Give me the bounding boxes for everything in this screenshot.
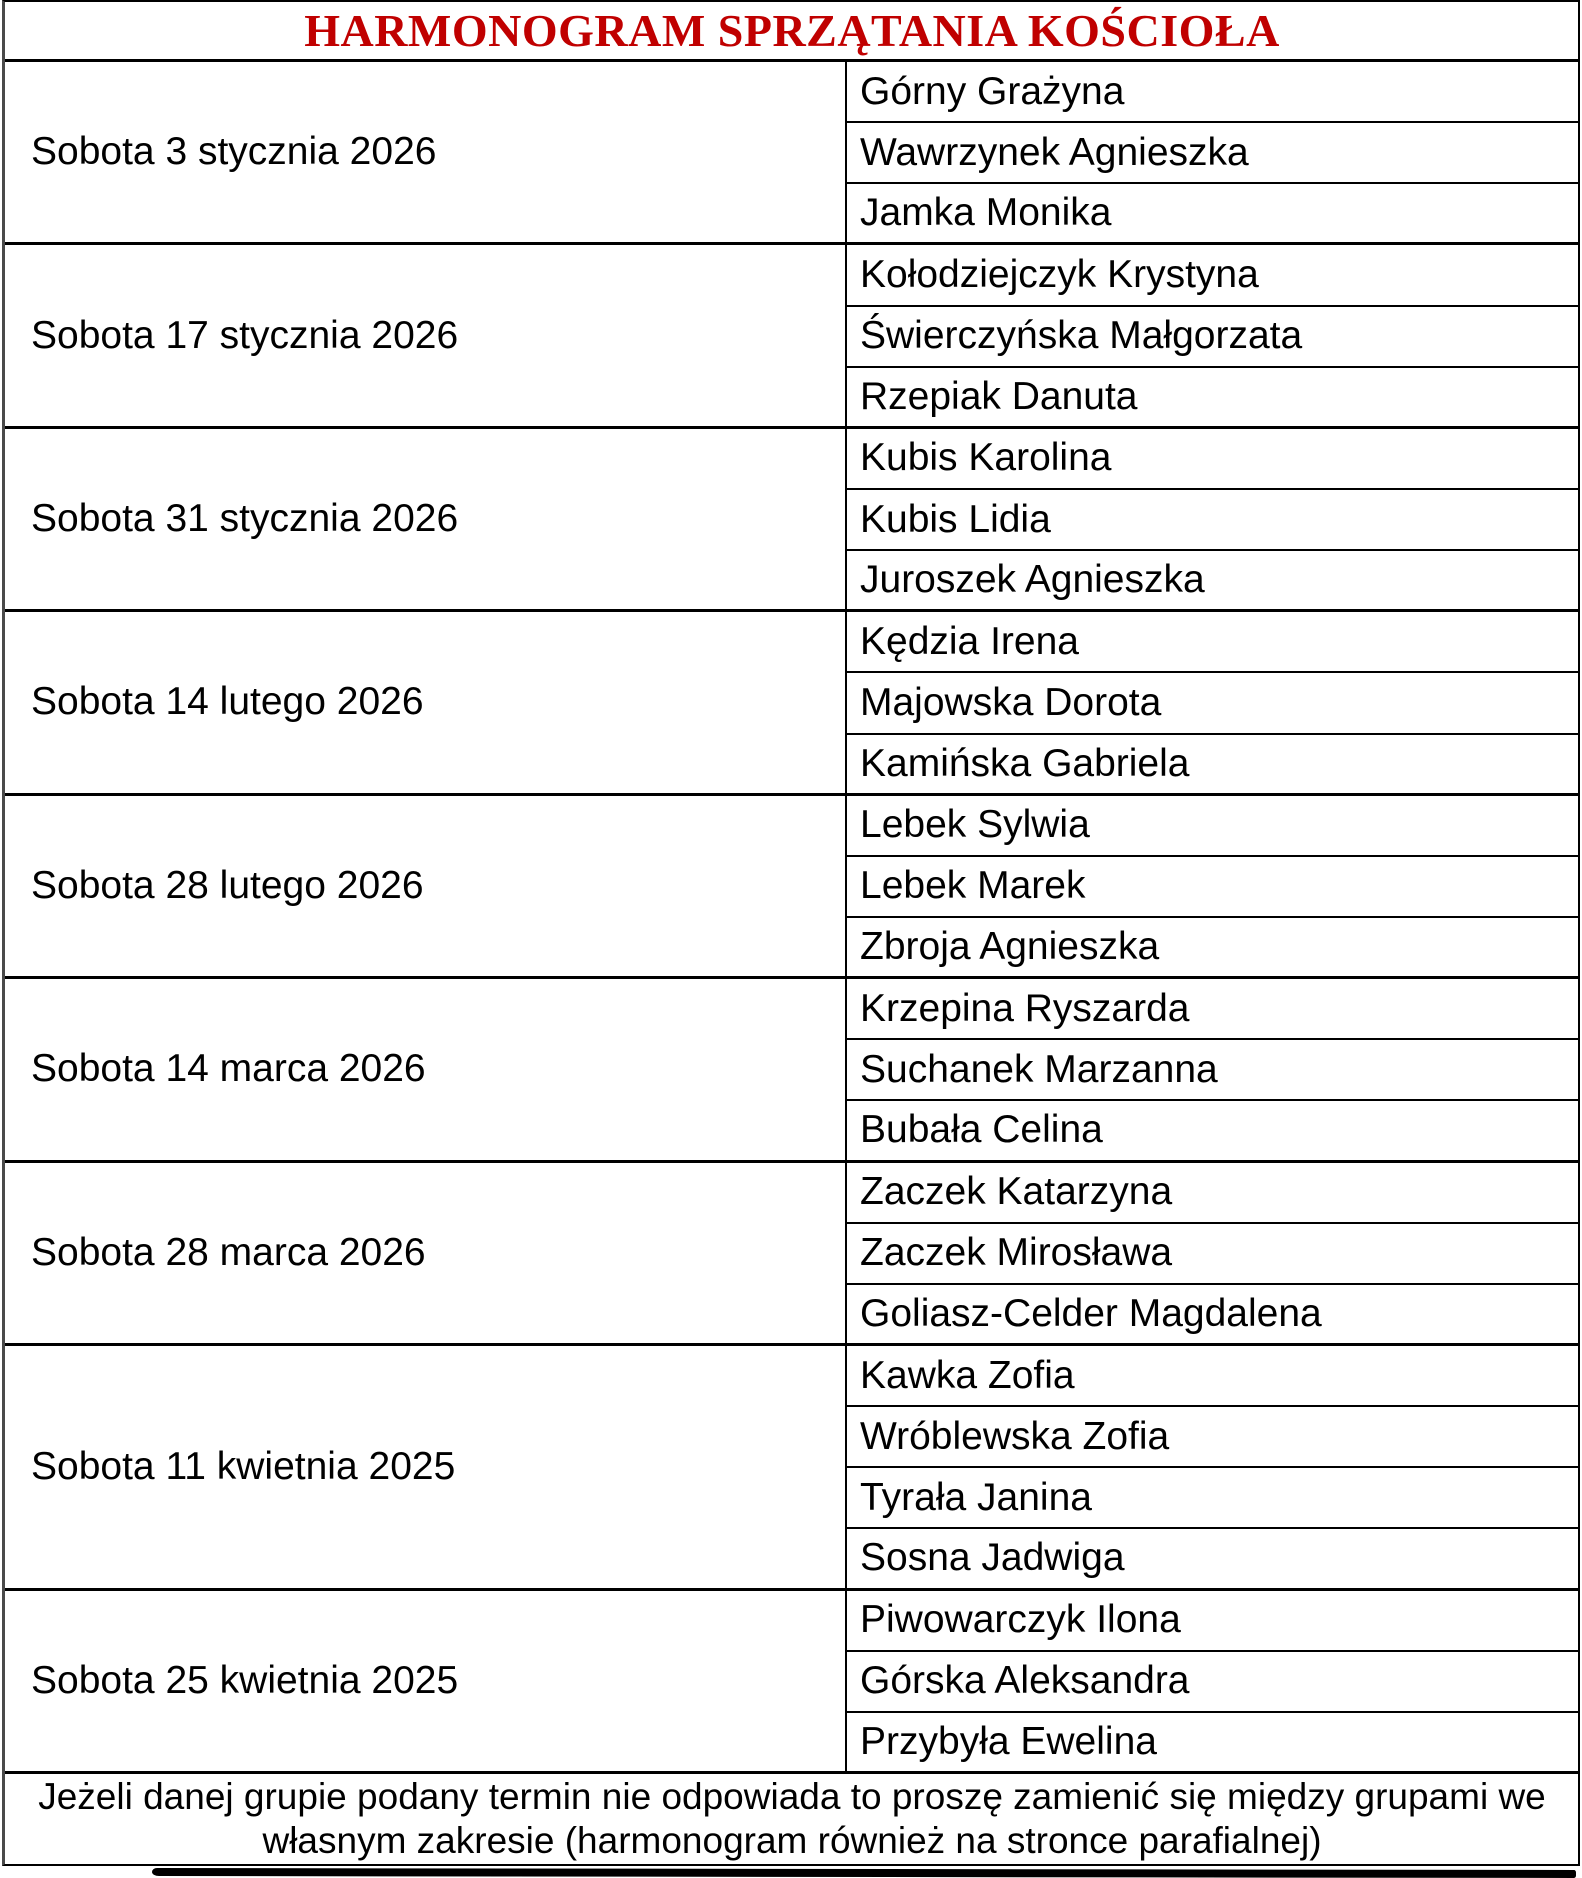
name-cell: Lebek Sylwia: [845, 796, 1579, 857]
date-cell: Sobota 14 lutego 2026: [5, 612, 845, 795]
name-cell: Kawka Zofia: [845, 1346, 1579, 1407]
name-cell: Zbroja Agnieszka: [845, 918, 1579, 979]
name-cell: Górska Aleksandra: [845, 1652, 1579, 1713]
name-cell: Zaczek Mirosława: [845, 1224, 1579, 1285]
footer-note: [5, 1774, 1579, 1864]
name-cell: Krzepina Ryszarda: [845, 979, 1579, 1040]
page-title: HARMONOGRAM SPRZĄTANIA KOŚCIOŁA: [304, 5, 1280, 56]
name-cell: Kołodziejczyk Krystyna: [845, 245, 1579, 306]
page-bottom-scan-artifact: [152, 1868, 1576, 1878]
name-cell: Kamińska Gabriela: [845, 735, 1579, 796]
table-title-row: [5, 2, 1579, 62]
name-cell: Przybyła Ewelina: [845, 1713, 1579, 1774]
name-cell: Wawrzynek Agnieszka: [845, 123, 1579, 184]
name-cell: Goliasz-Celder Magdalena: [845, 1285, 1579, 1346]
name-cell: Bubała Celina: [845, 1101, 1579, 1162]
name-cell: Jamka Monika: [845, 184, 1579, 245]
name-cell: Wróblewska Zofia: [845, 1407, 1579, 1468]
date-cell: Sobota 14 marca 2026: [5, 979, 845, 1162]
name-cell: Lebek Marek: [845, 857, 1579, 918]
name-cell: Świerczyńska Małgorzata: [845, 307, 1579, 368]
name-cell: Rzepiak Danuta: [845, 368, 1579, 429]
name-cell: Kubis Lidia: [845, 490, 1579, 551]
name-cell: Juroszek Agnieszka: [845, 551, 1579, 612]
footer-note-line-2: własnym zakresie (harmonogram również na stronce parafialnej): [262, 1819, 1322, 1861]
footer-note-line-1: Jeżeli danej grupie podany termin nie odpowiada to proszę zamienić się między grupami we: [38, 1775, 1546, 1817]
name-cell: Majowska Dorota: [845, 673, 1579, 734]
name-cell: Sosna Jadwiga: [845, 1529, 1579, 1590]
name-cell: Górny Grażyna: [845, 62, 1579, 123]
name-cell: Kędzia Irena: [845, 612, 1579, 673]
name-cell: Zaczek Katarzyna: [845, 1163, 1579, 1224]
date-cell: Sobota 28 marca 2026: [5, 1163, 845, 1346]
name-cell: Piwowarczyk Ilona: [845, 1591, 1579, 1652]
date-cell: Sobota 31 stycznia 2026: [5, 429, 845, 612]
name-cell: Suchanek Marzanna: [845, 1040, 1579, 1101]
date-cell: Sobota 11 kwietnia 2025: [5, 1346, 845, 1591]
date-cell: Sobota 17 stycznia 2026: [5, 245, 845, 428]
date-cell: Sobota 3 stycznia 2026: [5, 62, 845, 245]
name-cell: Tyrała Janina: [845, 1468, 1579, 1529]
date-cell: Sobota 28 lutego 2026: [5, 796, 845, 979]
name-cell: Kubis Karolina: [845, 429, 1579, 490]
schedule-table: [2, 0, 1580, 1866]
date-cell: Sobota 25 kwietnia 2025: [5, 1591, 845, 1774]
